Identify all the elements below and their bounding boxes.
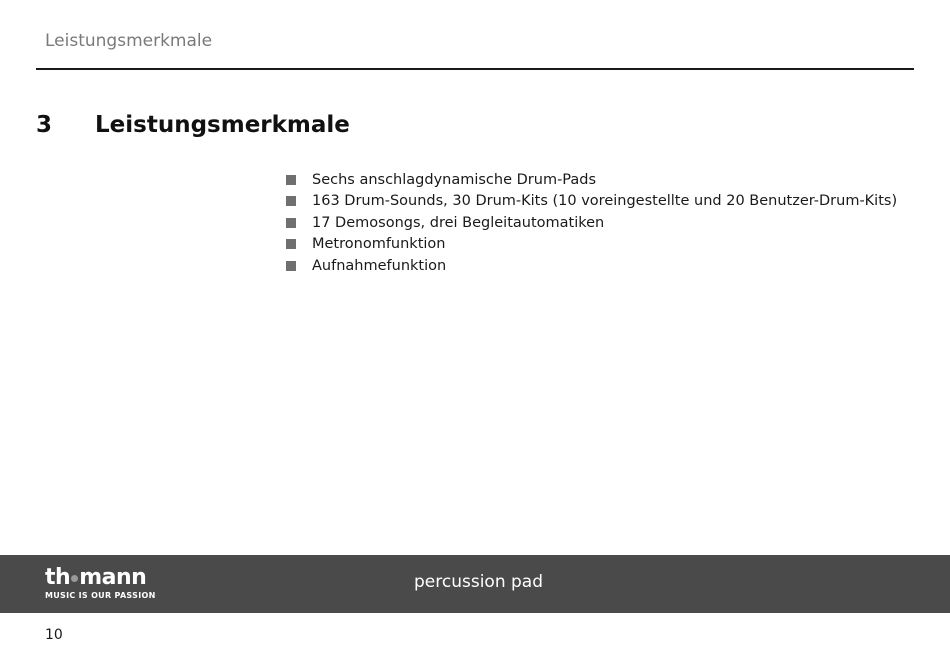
feature-item (286, 169, 897, 191)
running-header: Leistungsmerkmale (45, 31, 213, 51)
feature-item (286, 255, 897, 277)
feature-text: Sechs anschlagdynamische Drum-Pads (312, 171, 597, 188)
page-number: 10 (45, 627, 63, 643)
logo-text-left: th (45, 565, 71, 590)
square-bullet-icon (286, 218, 296, 228)
feature-text: 163 Drum-Sounds, 30 Drum-Kits (10 voreingestellte und 20 Benutzer-Drum-Kits) (312, 193, 898, 210)
section-number: 3 (36, 112, 53, 138)
section-title: Leistungsmerkmale (95, 112, 350, 138)
header-rule (36, 68, 914, 70)
feature-item (286, 191, 897, 213)
footer-product-name: percussion pad (414, 572, 544, 592)
square-bullet-icon (286, 196, 296, 206)
section-heading (36, 112, 350, 138)
feature-text: Aufnahmefunktion (312, 257, 447, 274)
square-bullet-icon (286, 239, 296, 249)
feature-item (286, 212, 897, 234)
thomann-logo (45, 567, 156, 600)
feature-text: Metronomfunktion (312, 236, 446, 253)
feature-list (286, 169, 897, 277)
feature-text: 17 Demosongs, drei Begleitautomatiken (312, 214, 605, 231)
logo-text-right: mann (79, 565, 147, 590)
logo-tagline: MUSIC IS OUR PASSION (45, 591, 156, 600)
logo-wordmark (45, 567, 156, 589)
square-bullet-icon (286, 175, 296, 185)
footer-band (0, 555, 950, 613)
feature-item (286, 234, 897, 256)
square-bullet-icon (286, 261, 296, 271)
logo-dot-icon (71, 575, 78, 582)
